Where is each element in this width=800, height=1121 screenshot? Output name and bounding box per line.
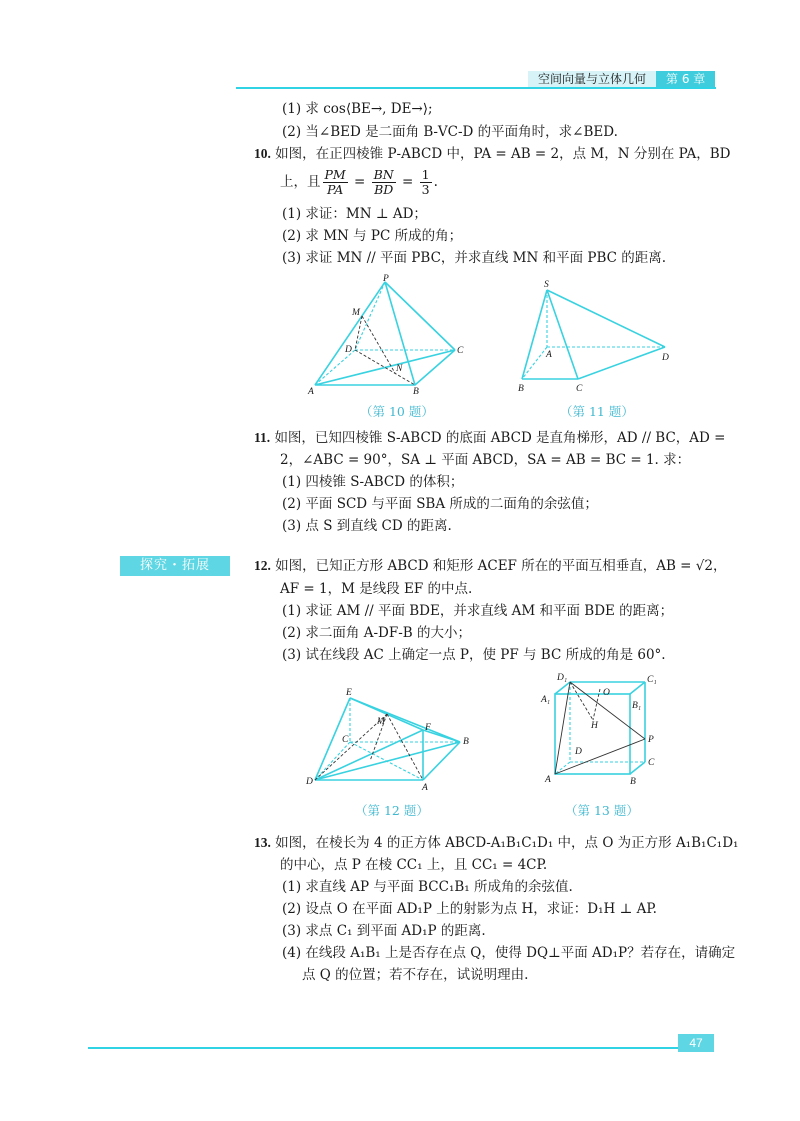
- problem-10-line-1: [254, 143, 730, 165]
- problem-number: 12.: [254, 558, 271, 573]
- period: .: [433, 174, 438, 190]
- problem-number: 11.: [254, 430, 271, 445]
- figure-12-caption: （第 12 题）: [355, 803, 429, 818]
- problem-text: 如图，在棱长为 4 的正方体 ABCD‑A₁B₁C₁D₁ 中，点 O 为正方形 A₁B₁C₁D₁: [275, 835, 739, 851]
- problem-13-q3: (3) 求点 C₁ 到平面 AD₁P 的距离.: [282, 923, 486, 939]
- problem-11-q2: (2) 平面 SCD 与平面 SBA 所成的二面角的余弦值；: [282, 496, 598, 512]
- problem-text: 如图，已知四棱锥 S‑ABCD 的底面 ABCD 是直角梯形，AD // BC，AD =: [274, 430, 726, 446]
- label-A: A: [308, 387, 314, 397]
- problem-11-line-1: [254, 427, 726, 449]
- problem-11-q1: (1) 四棱锥 S‑ABCD 的体积；: [282, 474, 464, 490]
- label-F: F: [425, 723, 431, 733]
- header-chapter-badge: 第 6 章: [656, 71, 715, 88]
- chapter-header: [528, 71, 715, 88]
- figure-10: [305, 272, 480, 397]
- equals-sign: =: [402, 174, 414, 190]
- fraction-denominator: 3: [421, 182, 430, 197]
- label-M: M: [377, 717, 385, 727]
- figure-11-caption: （第 11 题）: [560, 404, 634, 419]
- fraction-numerator: 1: [421, 167, 430, 182]
- label-D: D: [306, 777, 313, 787]
- problem-11-q3: (3) 点 S 到直线 CD 的距离.: [282, 518, 452, 534]
- problem-13-line-2: 的中心，点 P 在棱 CC₁ 上，且 CC₁ = 4CP.: [280, 857, 548, 873]
- label-C1: C₁: [647, 675, 657, 685]
- fraction-denominator: BD: [374, 182, 394, 197]
- footer-rule: [88, 1047, 678, 1049]
- label-D: D: [345, 345, 352, 355]
- problem-11-line-2: 2，∠ABC = 90°，SA ⊥ 平面 ABCD，SA = AB = BC = 1. 求：: [280, 452, 691, 468]
- problem-number: 10.: [254, 146, 271, 161]
- label-A: A: [545, 775, 551, 785]
- label-A1: A₁: [541, 695, 551, 705]
- label-C: C: [576, 384, 583, 394]
- problem-text: 如图，在正四棱锥 P‑ABCD 中，PA = AB = 2，点 M，N 分别在 PA，BD: [275, 146, 731, 162]
- label-H: H: [591, 721, 598, 731]
- label-E: E: [346, 688, 352, 698]
- problem-13-q4: (4) 在线段 A₁B₁ 上是否存在点 Q，使得 DQ⊥平面 AD₁P？若存在，请确定: [282, 945, 736, 961]
- explore-extend-badge: 探究・拓展: [120, 556, 230, 576]
- label-A: A: [546, 350, 552, 360]
- problem-12-q2: (2) 求二面角 A‑DF‑B 的大小；: [282, 625, 471, 641]
- label-C: C: [342, 735, 349, 745]
- figure-11: [510, 275, 685, 400]
- label-B1: B₁: [632, 701, 642, 711]
- label-C: C: [457, 346, 464, 356]
- label-B: B: [413, 387, 419, 397]
- fraction: [372, 168, 396, 197]
- fraction: [420, 168, 432, 197]
- problem-number: 13.: [254, 835, 271, 850]
- problem-13-q1: (1) 求直线 AP 与平面 BCC₁B₁ 所成角的余弦值.: [282, 879, 573, 895]
- problem-12-line-1: [254, 555, 726, 577]
- label-D: D: [575, 747, 582, 757]
- fraction-denominator: PA: [326, 182, 344, 197]
- label-D1: D₁: [557, 673, 568, 683]
- problem-12-q3: (3) 试在线段 AC 上确定一点 P，使 PF 与 BC 所成的角是 60°.: [282, 647, 666, 663]
- problem-text: 如图，已知正方形 ABCD 和矩形 ACEF 所在的平面互相垂直，AB = √2，: [275, 558, 727, 574]
- fraction-numerator: PM: [324, 167, 346, 182]
- label-A: A: [422, 783, 428, 793]
- header-rule: [236, 87, 716, 89]
- problem-12-line-2: AF = 1，M 是线段 EF 的中点.: [280, 581, 473, 597]
- fraction: [323, 168, 348, 197]
- problem-10-q1: (1) 求证：MN ⊥ AD；: [282, 206, 427, 222]
- problem-10-q3: (3) 求证 MN // 平面 PBC，并求直线 MN 和平面 PBC 的距离.: [282, 250, 667, 266]
- equals-sign: =: [354, 174, 366, 190]
- problem-13-q2: (2) 设点 O 在平面 AD₁P 上的射影为点 H，求证：D₁H ⊥ AP.: [282, 901, 657, 917]
- label-P: P: [648, 735, 654, 745]
- problem-12-q1: (1) 求证 AM // 平面 BDE，并求直线 AM 和平面 BDE 的距离；: [282, 603, 674, 619]
- label-B: B: [518, 384, 524, 394]
- problem-9-q2: (2) 当∠BED 是二面角 B‑VC‑D 的平面角时，求∠BED.: [282, 124, 618, 140]
- problem-10-q2: (2) 求 MN 与 PC 所成的角；: [282, 228, 463, 244]
- label-P: P: [383, 274, 389, 284]
- label-M: M: [352, 308, 360, 318]
- problem-10-line-2: [280, 164, 438, 200]
- figure-10-caption: （第 10 题）: [360, 404, 434, 419]
- problem-text: 上，且: [280, 174, 321, 190]
- label-O: O: [603, 688, 610, 698]
- figure-13: [535, 672, 665, 787]
- problem-9-q1: (1) 求 cos⟨BE→, DE→⟩;: [282, 101, 433, 117]
- label-C: C: [648, 758, 655, 768]
- label-N: N: [396, 364, 403, 374]
- page-number: 47: [678, 1034, 714, 1052]
- figure-12: [300, 680, 480, 795]
- label-S: S: [544, 280, 549, 290]
- label-B: B: [463, 737, 469, 747]
- problem-13-line-1: [254, 832, 738, 854]
- figure-13-caption: （第 13 题）: [565, 803, 639, 818]
- label-B: B: [630, 777, 636, 787]
- header-title: 空间向量与立体几何: [528, 71, 656, 88]
- label-D: D: [662, 353, 669, 363]
- fraction-numerator: BN: [373, 167, 394, 182]
- problem-13-q4-cont: 点 Q 的位置；若不存在，试说明理由.: [302, 967, 529, 983]
